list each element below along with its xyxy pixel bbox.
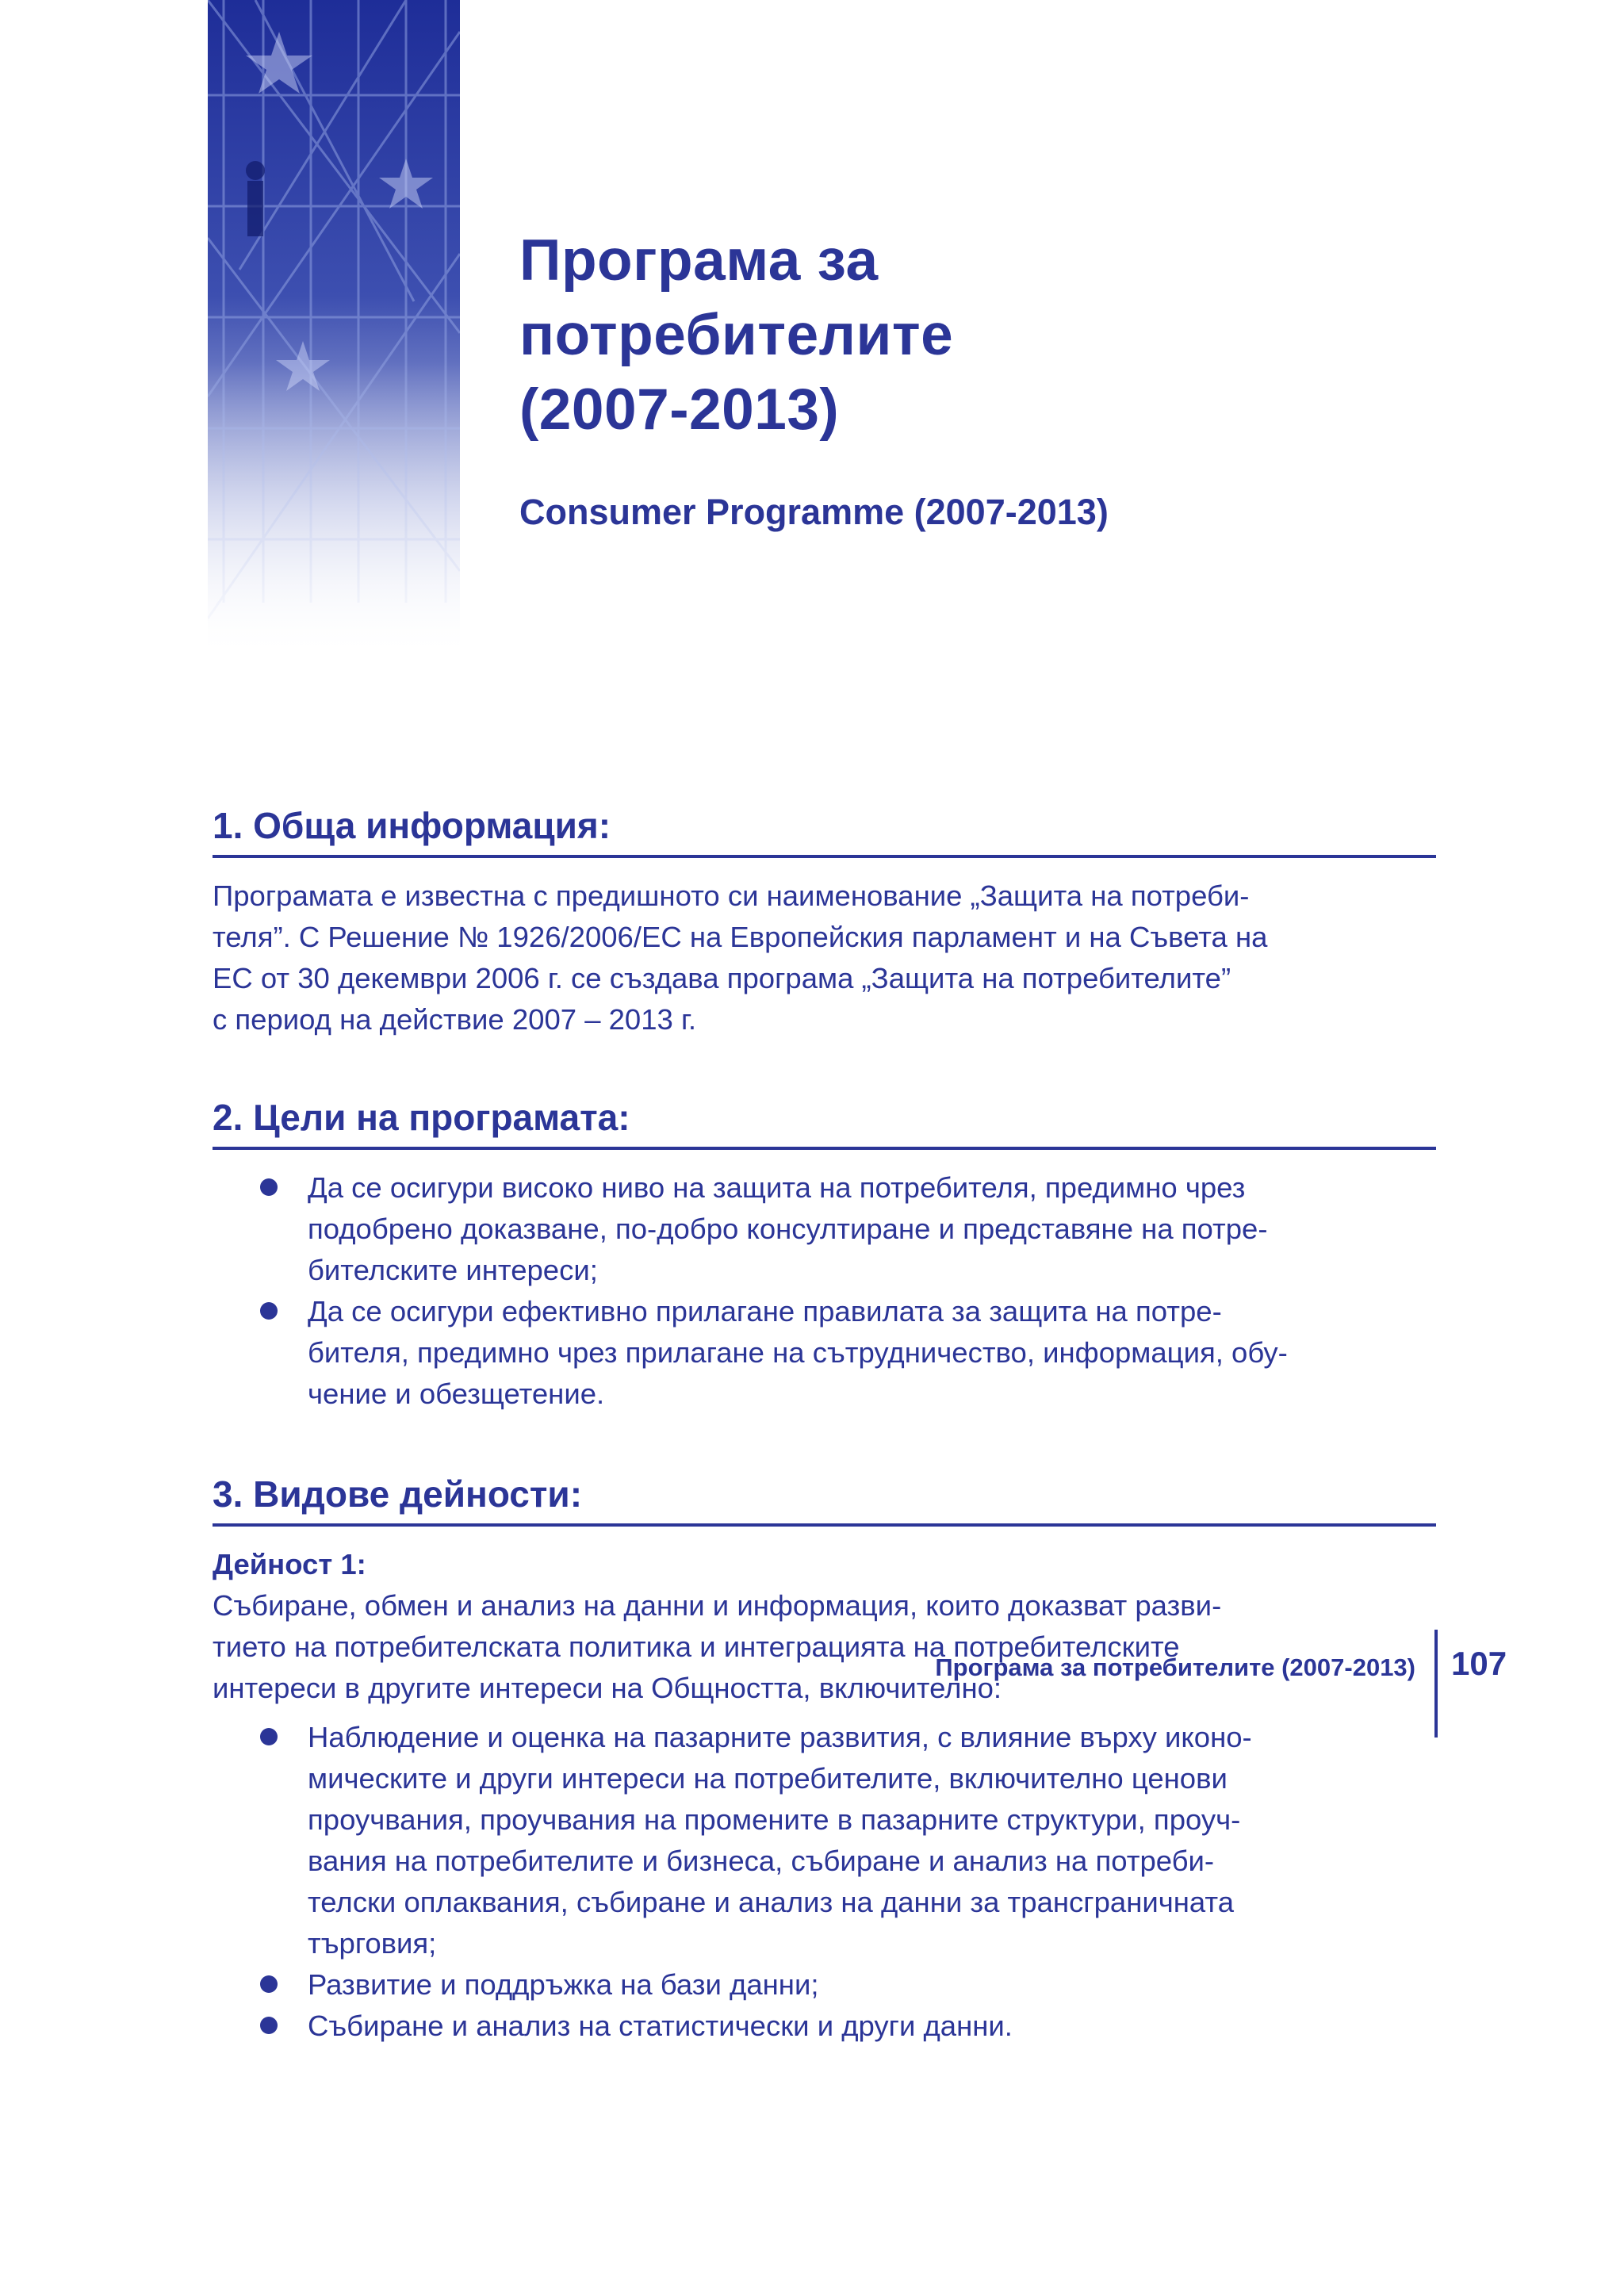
activity-label: Дейност 1: [213,1548,366,1580]
text-line: телски оплаквания, събиране и анализ на данни за трансграничната [308,1886,1235,1918]
text-line: теля”. С Решение № 1926/2006/ЕС на Европейския парламент и на Съвета на [213,921,1268,953]
text-line: бителя, предимно чрез прилагане на сътрудничество, информация, обу- [308,1336,1288,1369]
text-line: проучвания, проучвания на промените в пазарните структури, проуч- [308,1803,1241,1836]
text-line: подобрено доказване, по-добро консултиране и представяне на потре- [308,1213,1268,1245]
text-line: търговия; [308,1927,437,1960]
section-program-goals [213,1094,1436,1415]
list-item [213,2006,1436,2047]
title-line: потребителите [519,303,954,367]
text-line: ЕС от 30 декември 2006 г. се създава програма „Защита на потребителите” [213,962,1231,994]
bullet-icon [260,2017,278,2034]
text-line: чение и обезщетение. [308,1377,605,1410]
eu-scaffold-illustration [208,0,460,658]
text-line: мическите и други интереси на потребителите, включително ценови [308,1762,1228,1795]
title-line: (2007-2013) [519,377,840,442]
bullet-icon [260,1302,278,1320]
section-heading: 2. Цели на програмата: [213,1094,1436,1150]
text-line: Събиране и анализ на статистически и други данни. [308,2010,1013,2042]
footer-divider [1434,1630,1438,1738]
text-line: с период на действие 2007 – 2013 г. [213,1003,696,1036]
list-item [213,1167,1436,1291]
section-heading: 1. Обща информация: [213,803,1436,858]
page-title [519,224,1471,447]
section-heading: 3. Видове дейности: [213,1471,1436,1527]
title-block [519,224,1471,447]
title-line: Програма за [519,228,879,293]
text-line: Да се осигури високо ниво на защита на потребителя, предимно чрез [308,1171,1246,1204]
activity-intro [213,1585,1436,1709]
text-line: Развитие и поддръжка на бази данни; [308,1968,819,2001]
text-line: бителските интереси; [308,1254,598,1286]
section-activity-types [213,1471,1436,2047]
list-item [213,1291,1436,1415]
goals-list [213,1167,1436,1415]
bullet-icon [260,1178,278,1196]
section-paragraph [213,875,1436,1040]
bullet-icon [260,1975,278,1993]
section-general-info [213,803,1436,1040]
header-banner-image [208,0,460,658]
text-line: Наблюдение и оценка на пазарните развития, с влияние върху иконо- [308,1721,1252,1753]
list-item [213,1964,1436,2006]
activities-list [213,1717,1436,2047]
text-line: Събиране, обмен и анализ на данни и информация, които доказват разви- [213,1589,1222,1622]
list-item [213,1717,1436,1964]
text-line: вания на потребителите и бизнеса, събиране и анализ на потреби- [308,1845,1215,1877]
text-line: тието на потребителската политика и интеграцията на потребителските [213,1630,1180,1663]
page-number: 107 [1451,1645,1507,1682]
text-line: интереси в другите интереси на Общността, включително: [213,1672,1002,1704]
bullet-icon [260,1728,278,1745]
text-line: Да се осигури ефективно прилагане правилата за защита на потре- [308,1295,1222,1328]
running-footer-title: Програма за потребителите (2007-2013) [935,1653,1415,1681]
text-line: Програмата е известна с предишното си наименование „Защита на потреби- [213,879,1250,912]
page-subtitle: Consumer Programme (2007-2013) [519,492,1109,532]
